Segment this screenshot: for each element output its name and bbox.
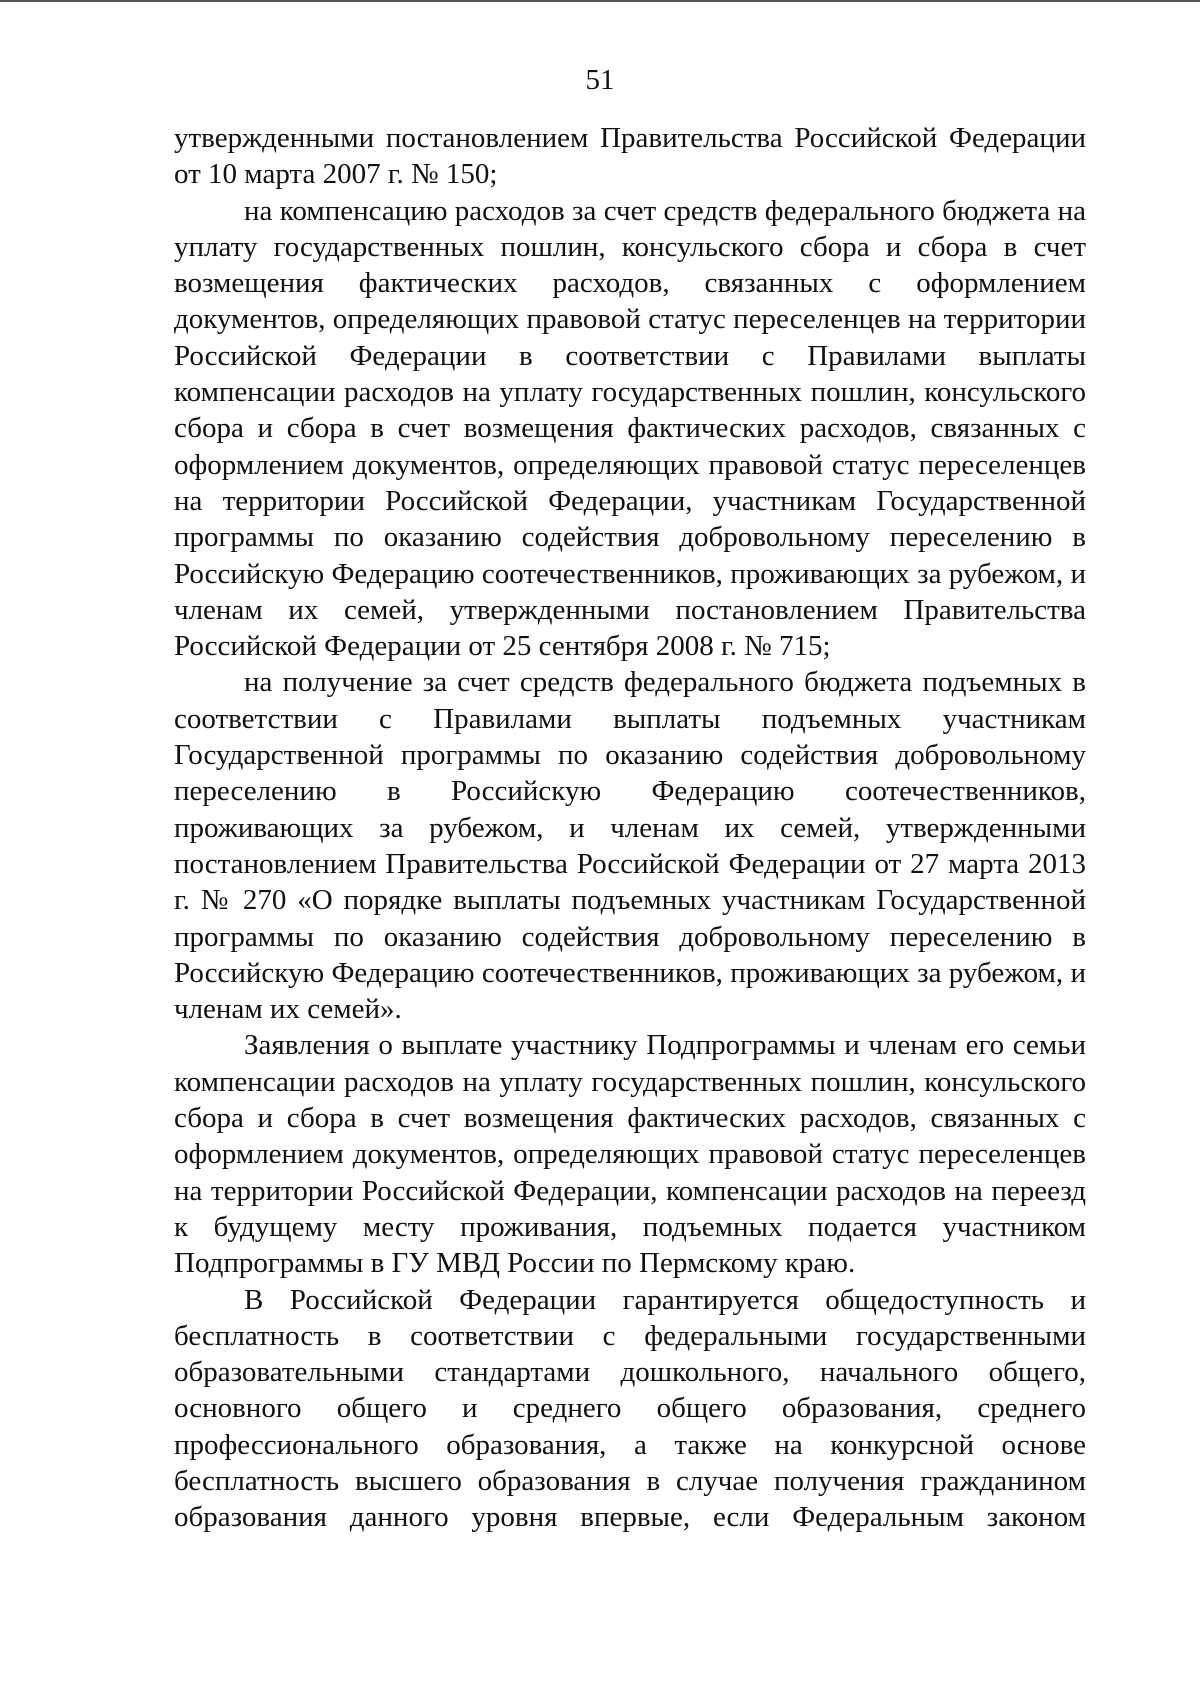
paragraph-4: Заявления о выплате участнику Подпрограммы и членам его семьи компенсации расходов на уплату государственных пошлин, консульского сбора и сбора в счет возмещения фактических расходов, связанных с оформлением документов, определяющих правовой статус переселенцев на территории Российской Федерации, компенсации расходов на переезд к будущему месту проживания, подъемных подается участником Подпрограммы в ГУ МВД России по Пермскому краю. (174, 1029, 1086, 1280)
page-number: 51 (585, 64, 615, 96)
paragraph-1: утвержденными постановлением Правительства Российской Федерации от 10 марта 2007 г. № 150; (174, 122, 1086, 191)
document-body (174, 120, 1086, 1536)
paragraph-2: на компенсацию расходов за счет средств федерального бюджета на уплату государственных пошлин, консульского сбора и сбора в счет возмещения фактических расходов, связанных с оформлением документов, определяющих правовой статус переселенцев на территории Российской Федерации в соответствии с Правилами выплаты компенсации расходов на уплату государственных пошлин, консульского сбора и сбора в счет возмещения фактических расходов, связанных с оформлением документов, определяющих правовой статус переселенцев на территории Российской Федерации, участникам Государственной программы по оказанию содействия добровольному переселению в Российскую Федерацию соотечественников, проживающих за рубежом, и членам их семей, утвержденными постановлением Правительства Российской Федерации от 25 сентября 2008 г. № 715; (174, 194, 1086, 663)
paragraph-3: на получение за счет средств федерального бюджета подъемных в соответствии с Правилами выплаты подъемных участникам Государственной программы по оказанию содействия добровольному переселению в Российскую Федерацию соотечественников, проживающих за рубежом, и членам их семей, утвержденными постановлением Правительства Российской Федерации от 27 марта 2013 г. № 270 «О порядке выплаты подъемных участникам Государственной программы по оказанию содействия добровольному переселению в Российскую Федерацию соотечественников, проживающих за рубежом, и членам их семей». (174, 666, 1086, 1026)
paragraph-5: В Российской Федерации гарантируется общедоступность и бесплатность в соответствии с федеральными государственными образовательными стандартами дошкольного, начального общего, основного общего и среднего общего образования, среднего профессионального образования, а также на конкурсной основе бесплатность высшего образования в случае получения гражданином образования данного уровня впервые, если Федеральным законом (174, 1283, 1086, 1534)
